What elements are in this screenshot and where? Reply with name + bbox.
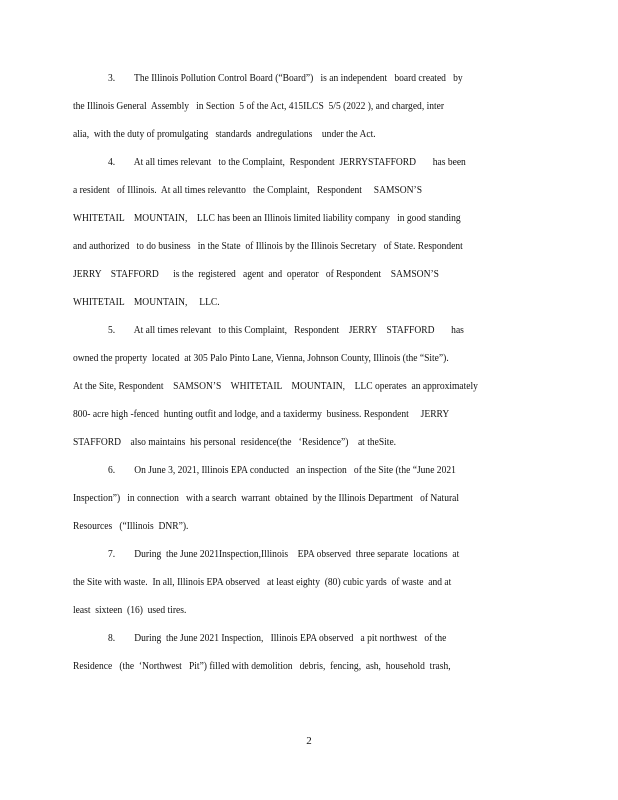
paragraph-4-line-4: and authorized to do business in the State of Illinois by the Illinois Secretary of State. Respondent (73, 241, 463, 252)
paragraph-6-line-1: 6. On June 3, 2021, Illinois EPA conducted an inspection of the Site (the “June 2021 (108, 465, 456, 476)
paragraph-5-line-4: 800- acre high -fenced hunting outfit and lodge, and a taxidermy business. Respondent JERRY (73, 409, 450, 420)
paragraph-5-line-1: 5. At all times relevant to this Complaint, Respondent JERRY STAFFORD has (108, 325, 464, 336)
paragraph-5-line-5: STAFFORD also maintains his personal residence(the ‘Residence”) at theSite. (73, 437, 397, 448)
paragraph-7-line-1: 7. During the June 2021Inspection,Illinois EPA observed three separate locations at (108, 549, 460, 560)
paragraph-4-line-5: JERRY STAFFORD is the registered agent and operator of Respondent SAMSON’S (73, 269, 439, 280)
paragraph-4-line-1: 4. At all times relevant to the Complaint, Respondent JERRYSTAFFORD has been (108, 157, 466, 168)
paragraph-5-line-3: At the Site, Respondent SAMSON’S WHITETAIL MOUNTAIN, LLC operates an approximately (73, 381, 478, 392)
paragraph-6-line-2: Inspection”) in connection with a search warrant obtained by the Illinois Department of Natural (73, 493, 460, 504)
paragraph-6-line-3: Resources (“Illinois DNR”). (73, 521, 189, 532)
paragraph-8-line-1: 8. During the June 2021 Inspection, Illinois EPA observed a pit northwest of the (108, 633, 447, 644)
paragraph-4-line-2: a resident of Illinois. At all times relevantto the Complaint, Respondent SAMSON’S (73, 185, 423, 196)
paragraph-7-line-2: the Site with waste. In all, Illinois EPA observed at least eighty (80) cubic yards of waste and at (73, 577, 452, 588)
paragraph-4-line-6: WHITETAIL MOUNTAIN, LLC. (73, 297, 220, 308)
paragraph-4-line-3: WHITETAIL MOUNTAIN, LLC has been an Illinois limited liability company in good standing (73, 213, 461, 224)
paragraph-5-line-2: owned the property located at 305 Palo Pinto Lane, Vienna, Johnson County, Illinois (the “Site”). (73, 353, 449, 364)
paragraph-8-line-2: Residence (the ‘Northwest Pit”) filled with demolition debris, fencing, ash, household trash, (73, 661, 451, 672)
page-number: 2 (306, 735, 312, 747)
paragraph-3-line-1: 3. The Illinois Pollution Control Board (“Board”) is an independent board created by (108, 73, 463, 84)
paragraph-3-line-3: alia, with the duty of promulgating standards andregulations under the Act. (73, 129, 376, 140)
paragraph-7-line-3: least sixteen (16) used tires. (73, 605, 187, 616)
paragraph-3-line-2: the Illinois General Assembly in Section 5 of the Act, 415ILCS 5/5 (2022 ), and charged, inter (73, 101, 445, 112)
